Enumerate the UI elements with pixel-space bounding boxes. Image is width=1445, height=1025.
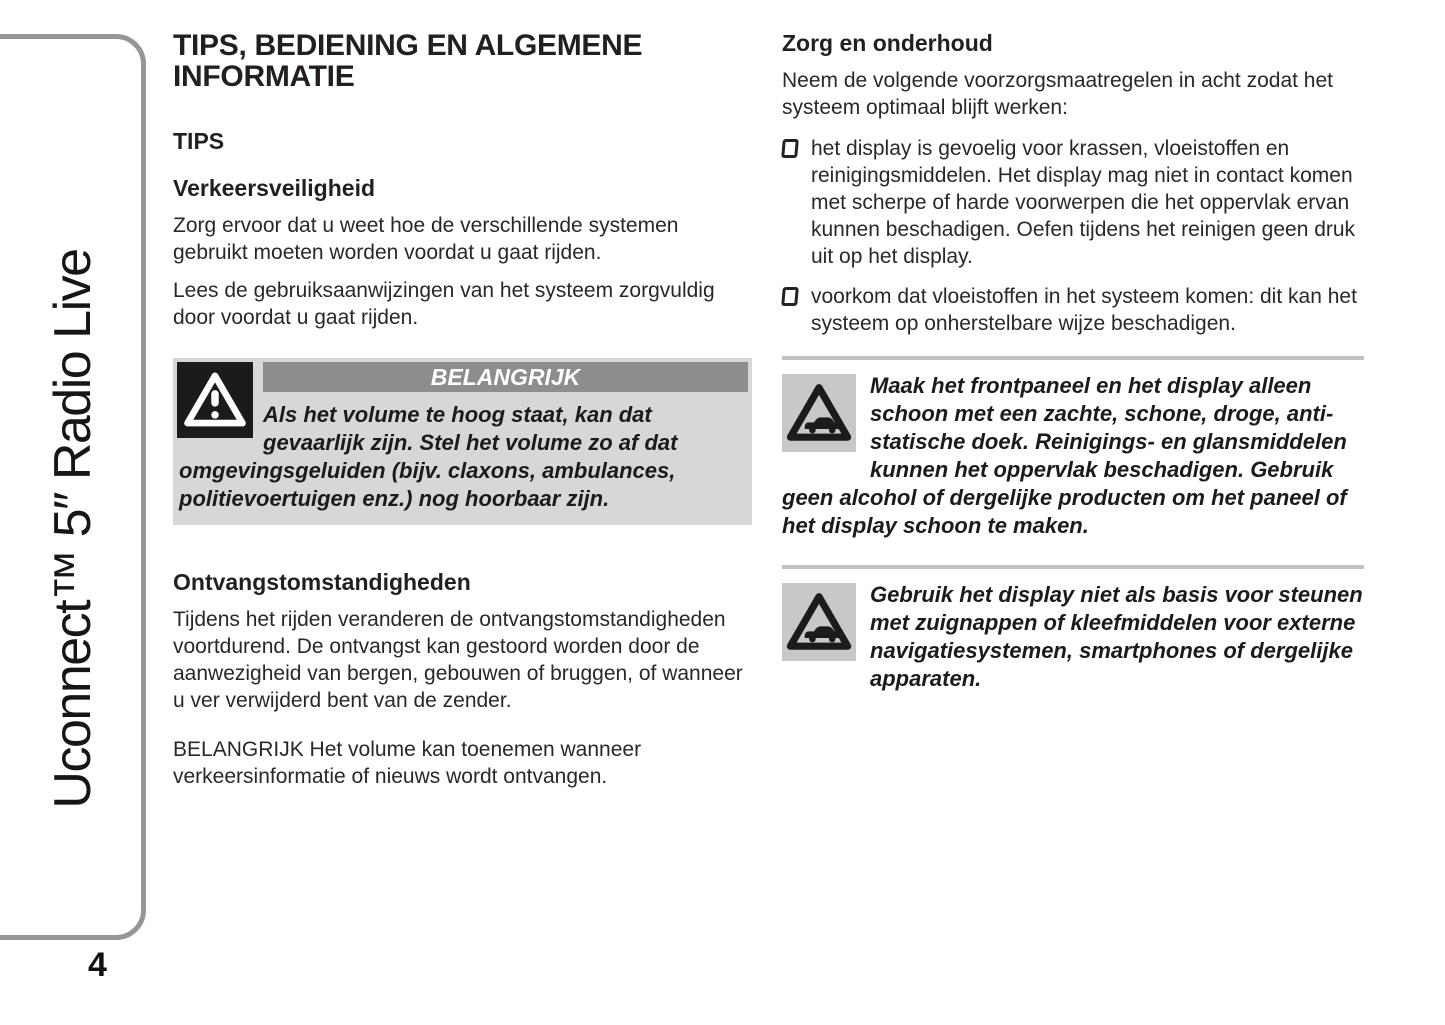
warning-triangle-icon — [177, 362, 253, 438]
warning-note — [782, 581, 1370, 693]
traffic-safety-heading: Verkeersveiligheid — [173, 175, 376, 201]
tips-heading: TIPS — [173, 128, 225, 154]
chapter-title: TIPS, BEDIENING EN ALGEMENE INFORMATIE — [173, 29, 643, 93]
page-number: 4 — [88, 946, 107, 984]
reception-heading: Ontvangstomstandigheden — [173, 569, 471, 595]
list-item — [782, 135, 1370, 270]
important-box-header: BELANGRIJK — [263, 362, 748, 392]
precaution-list — [782, 135, 1370, 337]
divider — [782, 356, 1364, 360]
warning-text: Maak het frontpaneel en het display alleen schoon met een zachte, schone, droge, anti-statische doek. Reinigings- en glansmiddelen kunnen het oppervlak beschadigen. Gebruik geen alcohol of dergelijke producten om het paneel of het display schoon te maken. — [782, 373, 1347, 538]
paragraph: Neem de volgende voorzorgsmaatregelen in acht zodat het systeem optimaal blijft werken: — [782, 69, 1334, 119]
paragraph: Lees de gebruiksaanwijzingen van het systeem zorgvuldig door voordat u gaat rijden. — [173, 279, 715, 329]
important-box — [173, 358, 752, 525]
paragraph: BELANGRIJK Het volume kan toenemen wanneer verkeersinformatie of nieuws wordt ontvangen. — [173, 738, 642, 788]
checkbox-bullet-icon — [781, 139, 799, 158]
list-item — [782, 283, 1370, 337]
list-item-text: voorkom dat vloeistoffen in het systeem komen: dit kan het systeem op onherstelbare wijze beschadigen. — [811, 285, 1357, 335]
divider — [782, 565, 1364, 569]
paragraph: Zorg ervoor dat u weet hoe de verschillende systemen gebruikt moeten worden voordat u gaat rijden. — [173, 214, 679, 264]
warning-text: Gebruik het display niet als basis voor steunen met zuignappen of kleefmiddelen voor externe navigatiesystemen, smartphones of dergelijke apparaten. — [870, 582, 1363, 691]
list-item-text: het display is gevoelig voor krassen, vloeistoffen en reinigingsmiddelen. Het display mag niet in contact komen met scherpe of harde voorwerpen die het oppervlak ervan kunnen beschadigen. Oefen tijdens het reinigen geen druk uit op het display. — [811, 137, 1356, 268]
paragraph: Tijdens het rijden veranderen de ontvangstomstandigheden voortdurend. De ontvangst kan gestoord worden door de aanwezigheid van bergen, gebouwen of bruggen, of wanneer u ver verwijderd bent van de zender. — [173, 608, 743, 712]
warning-note — [782, 372, 1370, 540]
sidebar-tab — [0, 34, 146, 940]
checkbox-bullet-icon — [781, 287, 799, 306]
right-column — [782, 30, 1370, 693]
sidebar-product-title: Uconnect™ 5″ Radio Live — [44, 249, 102, 809]
car-warning-triangle-icon — [782, 583, 856, 661]
important-box-text: Als het volume te hoog staat, kan dat gevaarlijk zijn. Stel het volume zo af dat omgevingsgeluiden (bijv. claxons, ambulances, politievoertuigen enz.) nog hoorbaar zijn. — [179, 402, 678, 511]
care-heading: Zorg en onderhoud — [782, 30, 993, 56]
car-warning-triangle-icon — [782, 374, 856, 452]
left-column — [173, 30, 753, 790]
